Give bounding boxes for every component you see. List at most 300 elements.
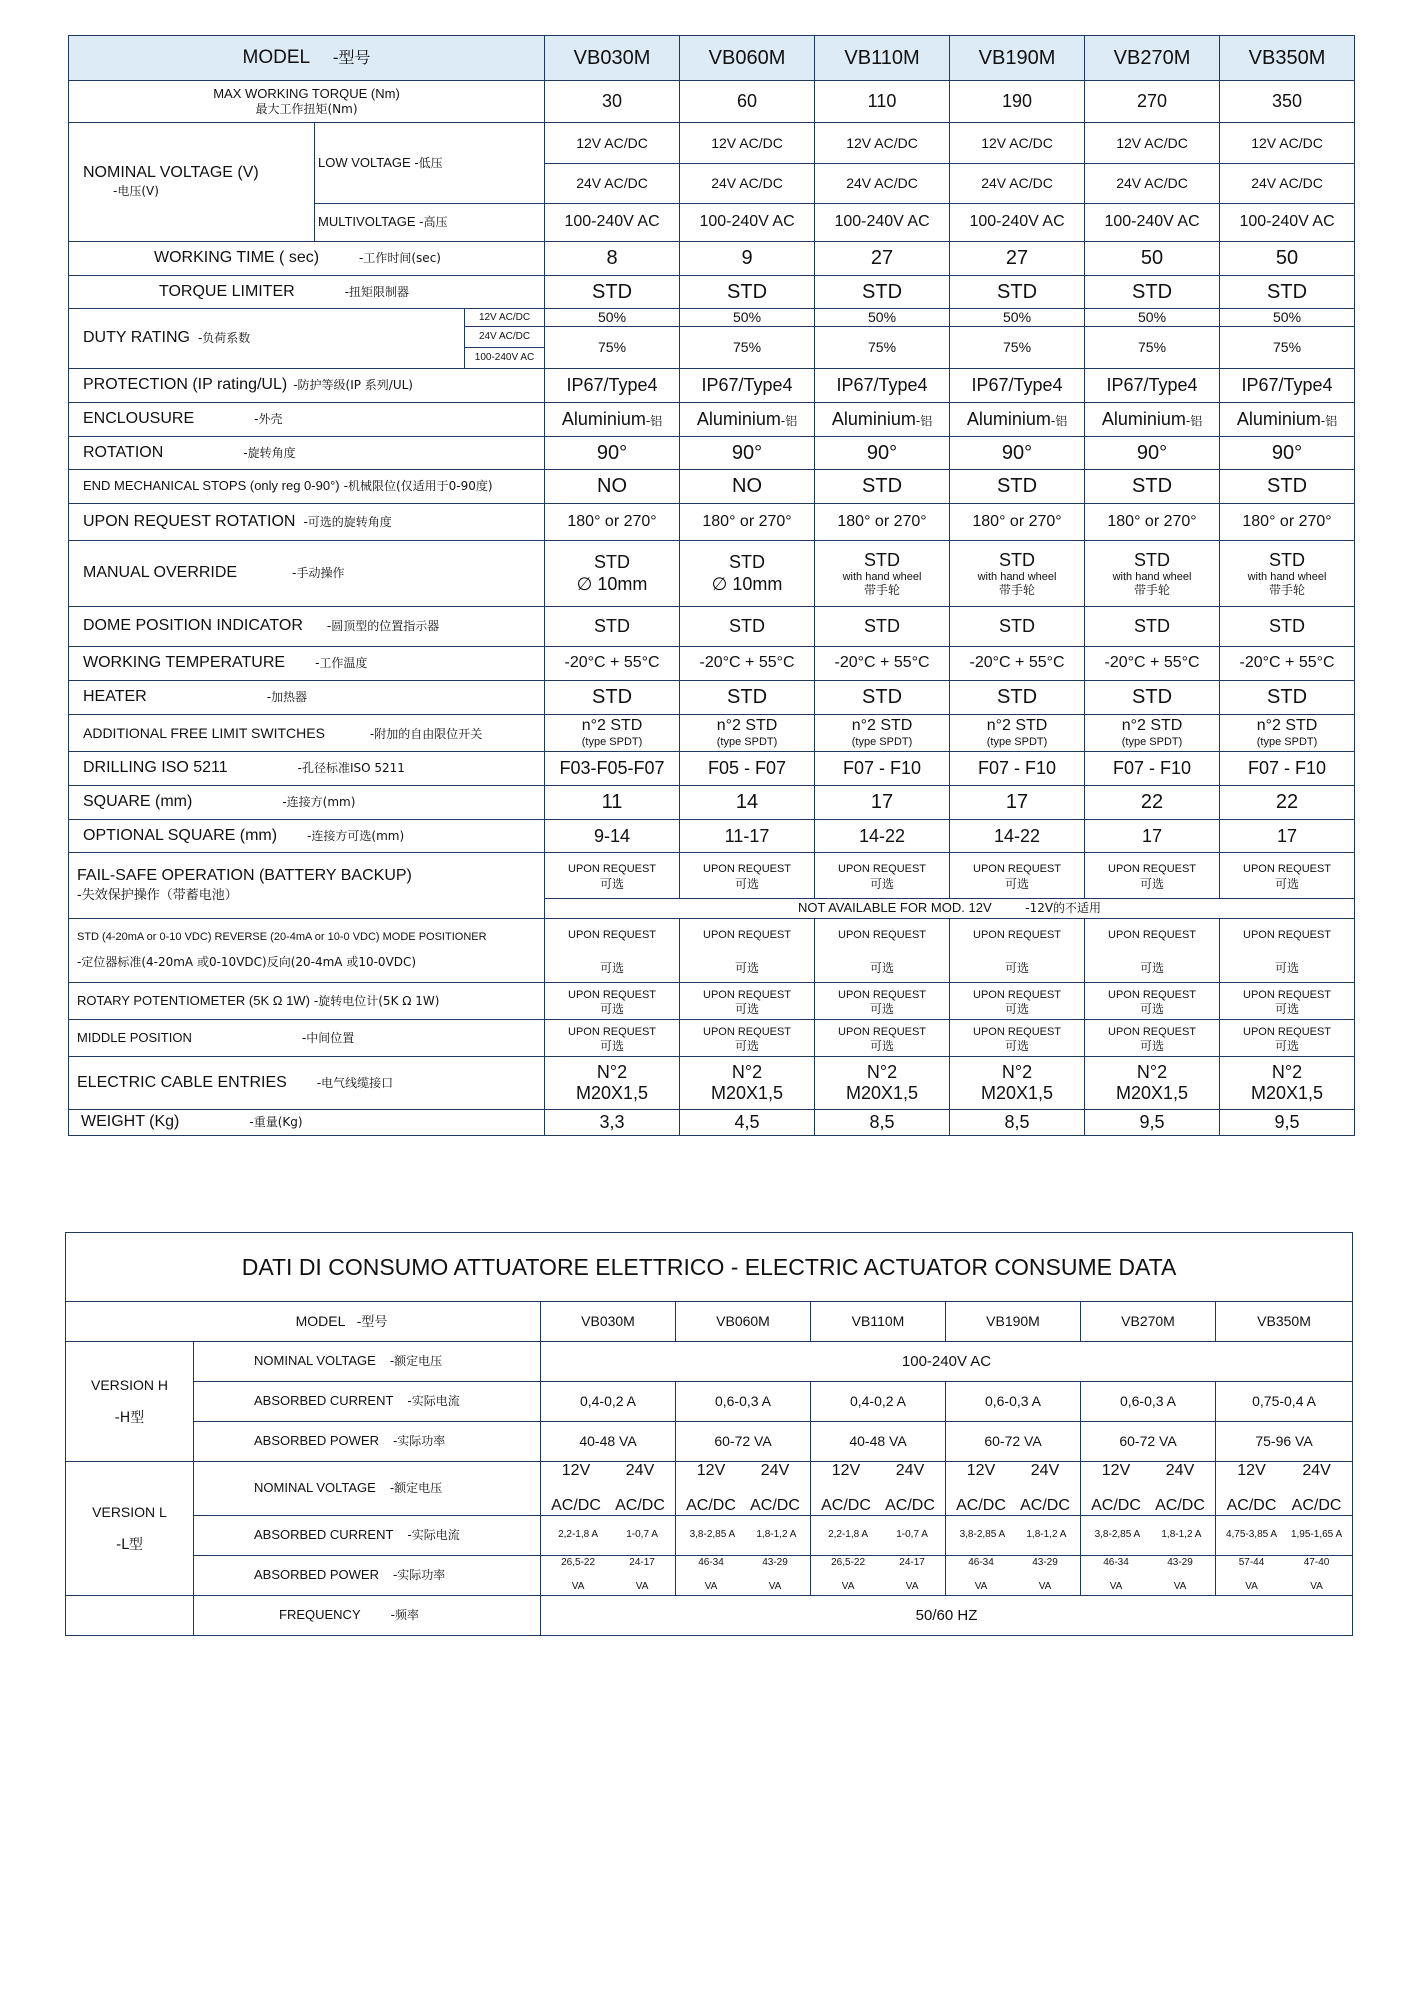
h-current-value: 0,4-0,2 A [541, 1382, 676, 1422]
limit-switches-std: n°2 STD [716, 717, 778, 735]
enclosure-value [815, 403, 950, 437]
middle-value [680, 1020, 815, 1057]
frequency-label [194, 1595, 541, 1635]
va-unit: VA [704, 1581, 718, 1593]
enclosure-value [950, 403, 1085, 437]
enclosure-value [1220, 403, 1355, 437]
h-current-value: 0,6-0,3 A [676, 1382, 811, 1422]
model-header: VB350M [1220, 36, 1355, 81]
duty-value-50: 50% [1220, 309, 1355, 327]
enclosure-value [545, 403, 680, 437]
upon-request: UPON REQUEST [973, 1025, 1062, 1038]
failsafe-note-cn: -12V的不适用 [1025, 901, 1102, 916]
positioner-value [680, 919, 815, 983]
square-label [69, 786, 545, 820]
duty-value-50: 50% [545, 309, 680, 327]
failsafe-row-1 [69, 853, 1355, 899]
l-voltage-value [1081, 1462, 1216, 1516]
failsafe-note [545, 899, 1355, 919]
upon-request: UPON REQUEST [1108, 1025, 1197, 1038]
voltage-row-1 [69, 123, 1355, 164]
l-voltage-acdc: AC/DC [1291, 1497, 1342, 1515]
heater-value: STD [680, 681, 815, 715]
upon-request: UPON REQUEST [973, 863, 1062, 876]
rotation-row [69, 437, 1355, 470]
duty-cn: -负荷系数 [197, 331, 251, 346]
upon-request: UPON REQUEST [703, 1025, 792, 1038]
torque-row [69, 81, 1355, 123]
potentiometer-value [545, 983, 680, 1020]
power-en: ABSORBED POWER [254, 1566, 379, 1582]
low-voltage-12: 12V AC/DC [545, 123, 680, 164]
upon-request-cn: 可选 [600, 876, 625, 891]
version-l-label [66, 1462, 194, 1596]
working-time-en: WORKING TIME ( sec) [154, 249, 320, 267]
square-cn: -连接方(mm) [282, 795, 356, 810]
h-current-value: 0,75-0,4 A [1216, 1382, 1353, 1422]
upon-request-cn: 可选 [870, 960, 895, 975]
dome-value: STD [1085, 607, 1220, 647]
voltage-label-en: NOMINAL VOLTAGE (V) [83, 163, 259, 181]
positioner-value [950, 919, 1085, 983]
upon-request: UPON REQUEST [703, 988, 792, 1001]
header-row [69, 36, 1355, 81]
l-current-12v: 3,8-2,85 A [1094, 1529, 1141, 1541]
enclosure-value-cn: -铝 [780, 413, 798, 428]
upon-request: UPON REQUEST [973, 988, 1062, 1001]
torque-limiter-value: STD [545, 276, 680, 309]
protection-value: IP67/Type4 [680, 369, 815, 403]
manual-std: STD [1269, 549, 1306, 570]
l-voltage-acdc: AC/DC [885, 1497, 935, 1515]
upon-request-cn: 可选 [735, 960, 760, 975]
enclosure-value-en: Aluminium [696, 408, 781, 429]
l-power-label [194, 1555, 541, 1595]
enclosure-value [680, 403, 815, 437]
stops-value: STD [1220, 470, 1355, 504]
multivoltage-label [315, 204, 545, 242]
positioner-en: STD (4-20mA or 0-10 VDC) REVERSE (20-4mA or 10-0 VDC) MODE POSITIONER [77, 930, 487, 943]
limit-switches-value [950, 715, 1085, 752]
limit-switches-value [815, 715, 950, 752]
power-cn: -实际功率 [392, 1567, 446, 1582]
heater-row [69, 681, 1355, 715]
duty-value-75: 75% [1085, 327, 1220, 369]
low-voltage-12: 12V AC/DC [1220, 123, 1355, 164]
cable-value [680, 1057, 815, 1110]
weight-value: 9,5 [1085, 1110, 1220, 1136]
drilling-value: F07 - F10 [815, 752, 950, 786]
manual-size: 10mm [732, 573, 783, 594]
low-voltage-cn: -低压 [414, 155, 443, 170]
upon-request-cn: 可选 [870, 876, 895, 891]
cable-thread: M20X1,5 [1251, 1083, 1324, 1103]
middle-row [69, 1020, 1355, 1057]
rotation-value: 90° [1085, 437, 1220, 470]
square-value: 22 [1085, 786, 1220, 820]
manual-std: STD [1134, 549, 1171, 570]
model-label-cell [69, 36, 545, 81]
stops-cn: -机械限位(仅适用于0-90度) [343, 479, 493, 494]
l-voltage-12v: 12V [696, 1462, 726, 1479]
protection-value: IP67/Type4 [1085, 369, 1220, 403]
potentiometer-label [69, 983, 545, 1020]
upon-request: UPON REQUEST [838, 929, 927, 942]
middle-label [69, 1020, 545, 1057]
l-voltage-acdc: AC/DC [750, 1497, 800, 1515]
potentiometer-row [69, 983, 1355, 1020]
manual-wheel-cn: 带手轮 [1134, 582, 1171, 597]
va-unit: VA [1310, 1581, 1323, 1593]
cable-thread: M20X1,5 [981, 1083, 1054, 1103]
consume-table [65, 1232, 1353, 1636]
consume-title-row [66, 1233, 1353, 1302]
low-voltage-12: 12V AC/DC [680, 123, 815, 164]
l-power-12v: 46-34 [1103, 1557, 1129, 1569]
optional-square-en: OPTIONAL SQUARE (mm) [83, 826, 278, 844]
working-time-label [69, 242, 545, 276]
working-time-cn: -工作时间(sec) [359, 251, 441, 266]
l-power-row [66, 1555, 1353, 1595]
potentiometer-value [680, 983, 815, 1020]
limit-switches-std: n°2 STD [851, 717, 913, 735]
model-header: VB110M [815, 36, 950, 81]
failsafe-value [950, 853, 1085, 899]
limit-switches-row [69, 715, 1355, 752]
upon-rotation-value: 180° or 270° [545, 504, 680, 541]
torque-limiter-value: STD [815, 276, 950, 309]
manual-value [815, 541, 950, 607]
optional-square-value: 14-22 [815, 820, 950, 853]
enclosure-cn: -外壳 [254, 412, 283, 427]
limit-switches-std: n°2 STD [986, 717, 1048, 735]
torque-label-en: MAX WORKING TORQUE (Nm) [213, 85, 400, 101]
duty-value-75: 75% [1220, 327, 1355, 369]
duty-value-75: 75% [545, 327, 680, 369]
l-current-value [1081, 1515, 1216, 1555]
model-label: MODEL [242, 47, 310, 69]
upon-request-cn: 可选 [1275, 1039, 1300, 1054]
enclosure-value-cn: -铝 [1320, 413, 1338, 428]
h-voltage-label [194, 1342, 541, 1382]
upon-request-cn: 可选 [1005, 960, 1030, 975]
h-power-row [66, 1422, 1353, 1462]
l-current-value [541, 1515, 676, 1555]
va-unit: VA [768, 1581, 782, 1593]
low-voltage-24: 24V AC/DC [1085, 164, 1220, 204]
middle-value [1220, 1020, 1355, 1057]
torque-limiter-row [69, 276, 1355, 309]
optional-square-value: 17 [1085, 820, 1220, 853]
l-voltage-value [811, 1462, 946, 1516]
failsafe-cn: -失效保护操作（带蓄电池） [77, 887, 238, 903]
dome-value: STD [950, 607, 1085, 647]
torque-limiter-value: STD [950, 276, 1085, 309]
temperature-en: WORKING TEMPERATURE [83, 654, 286, 672]
drilling-cn: -孔径标准ISO 5211 [297, 761, 405, 776]
l-power-24v: 43-29 [1032, 1557, 1058, 1569]
limit-switches-type: (type SPDT) [851, 735, 913, 748]
cable-en: ELECTRIC CABLE ENTRIES [77, 1073, 287, 1091]
consume-model-header: VB110M [811, 1302, 946, 1342]
limit-switches-type: (type SPDT) [1256, 735, 1318, 748]
l-voltage-24v: 24V [1302, 1462, 1331, 1479]
positioner-value [815, 919, 950, 983]
manual-size: 10mm [597, 573, 648, 594]
limit-switches-label [69, 715, 545, 752]
upon-request-cn: 可选 [870, 1039, 895, 1054]
l-current-24v: 1,95-1,65 A [1290, 1529, 1343, 1541]
weight-en: WEIGHT (Kg) [81, 1113, 180, 1131]
rotation-value: 90° [545, 437, 680, 470]
consume-model-header: VB270M [1081, 1302, 1216, 1342]
duty-sub-24v: 24V AC/DC [465, 327, 545, 348]
failsafe-value [1220, 853, 1355, 899]
upon-request-cn: 可选 [1140, 876, 1165, 891]
duty-value-75: 75% [950, 327, 1085, 369]
positioner-value [1220, 919, 1355, 983]
upon-request: UPON REQUEST [1243, 1025, 1332, 1038]
torque-label [69, 81, 545, 123]
limit-switches-cn: -附加的自由限位开关 [369, 726, 483, 741]
protection-value: IP67/Type4 [1220, 369, 1355, 403]
upon-request: UPON REQUEST [838, 988, 927, 1001]
l-power-24v: 43-29 [762, 1557, 788, 1569]
temperature-label [69, 647, 545, 681]
duty-value-50: 50% [680, 309, 815, 327]
power-cn: -实际功率 [392, 1434, 446, 1449]
low-voltage-24: 24V AC/DC [680, 164, 815, 204]
positioner-value [545, 919, 680, 983]
low-voltage-label [315, 123, 545, 204]
rotation-value: 90° [950, 437, 1085, 470]
multivoltage-value: 100-240V AC [950, 204, 1085, 242]
upon-rotation-value: 180° or 270° [1085, 504, 1220, 541]
l-current-12v: 3,8-2,85 A [959, 1529, 1006, 1541]
potentiometer-cn: -旋转电位计(5K Ω 1W) [313, 993, 440, 1008]
spec-table [68, 35, 1355, 1136]
potentiometer-value [1220, 983, 1355, 1020]
l-current-12v: 3,8-2,85 A [689, 1529, 736, 1541]
cable-value [950, 1057, 1085, 1110]
upon-request: UPON REQUEST [568, 1025, 657, 1038]
stops-row [69, 470, 1355, 504]
stops-value: STD [950, 470, 1085, 504]
l-voltage-24v: 24V [625, 1462, 655, 1479]
l-current-12v: 4,75-3,85 A [1225, 1529, 1278, 1541]
l-voltage-12v: 12V [1237, 1462, 1266, 1479]
temperature-value: -20°C + 55°C [545, 647, 680, 681]
positioner-row [69, 919, 1355, 983]
manual-wheel: with hand wheel [842, 570, 922, 583]
protection-value: IP67/Type4 [815, 369, 950, 403]
manual-label [69, 541, 545, 607]
l-voltage-12v: 12V [561, 1462, 591, 1479]
stops-value: STD [815, 470, 950, 504]
rotation-label [69, 437, 545, 470]
failsafe-en: FAIL-SAFE OPERATION (BATTERY BACKUP) [77, 867, 412, 885]
l-voltage-value [541, 1462, 676, 1516]
l-voltage-12v: 12V [831, 1462, 861, 1479]
optional-square-value: 9-14 [545, 820, 680, 853]
duty-value-50: 50% [815, 309, 950, 327]
manual-std: STD [729, 552, 766, 573]
frequency-value: 50/60 HZ [541, 1595, 1353, 1635]
consume-model-label [66, 1302, 541, 1342]
l-voltage-24v: 24V [1030, 1462, 1060, 1479]
manual-en: MANUAL OVERRIDE [83, 564, 238, 582]
drilling-value: F07 - F10 [1085, 752, 1220, 786]
power-en: ABSORBED POWER [254, 1433, 379, 1449]
enclosure-value-en: Aluminium [561, 408, 646, 429]
temperature-value: -20°C + 55°C [815, 647, 950, 681]
protection-row [69, 369, 1355, 403]
working-time-value: 50 [1220, 242, 1355, 276]
rotation-value: 90° [680, 437, 815, 470]
upon-request-cn: 可选 [1005, 876, 1030, 891]
torque-limiter-label [69, 276, 545, 309]
weight-row [69, 1110, 1355, 1136]
protection-label [69, 369, 545, 403]
l-voltage-acdc: AC/DC [1091, 1497, 1141, 1515]
l-voltage-acdc: AC/DC [956, 1497, 1006, 1515]
l-current-12v: 2,2-1,8 A [828, 1529, 869, 1541]
failsafe-note-en: NOT AVAILABLE FOR MOD. 12V [798, 900, 992, 916]
heater-value: STD [1085, 681, 1220, 715]
l-power-value [1081, 1555, 1216, 1595]
square-value: 17 [950, 786, 1085, 820]
consume-model-header: VB030M [541, 1302, 676, 1342]
upon-request: UPON REQUEST [568, 929, 657, 942]
l-voltage-acdc: AC/DC [551, 1497, 601, 1515]
upon-request: UPON REQUEST [568, 863, 657, 876]
upon-request: UPON REQUEST [973, 929, 1062, 942]
l-power-24v: 24-17 [629, 1557, 655, 1569]
optional-square-value: 11-17 [680, 820, 815, 853]
l-power-12v: 46-34 [968, 1557, 994, 1569]
upon-request-cn: 可选 [1275, 1002, 1300, 1017]
rotation-en: ROTATION [83, 443, 164, 461]
heater-value: STD [1220, 681, 1355, 715]
upon-request-cn: 可选 [1005, 1039, 1030, 1054]
frequency-cn: -频率 [390, 1607, 419, 1622]
upon-request-cn: 可选 [735, 1002, 760, 1017]
l-power-12v: 46-34 [698, 1557, 724, 1569]
rotation-cn: -旋转角度 [243, 445, 296, 460]
consume-title: DATI DI CONSUMO ATTUATORE ELETTRICO - ELECTRIC ACTUATOR CONSUME DATA [66, 1233, 1353, 1302]
square-value: 22 [1220, 786, 1355, 820]
limit-switches-type: (type SPDT) [716, 735, 778, 748]
l-voltage-acdc: AC/DC [821, 1497, 871, 1515]
h-current-value: 0,6-0,3 A [1081, 1382, 1216, 1422]
failsafe-value [1085, 853, 1220, 899]
upon-request: UPON REQUEST [1108, 863, 1197, 876]
l-power-12v: 26,5-22 [831, 1557, 866, 1569]
weight-label [69, 1110, 545, 1136]
potentiometer-value [815, 983, 950, 1020]
cable-count: N°2 [1001, 1062, 1033, 1083]
dome-en: DOME POSITION INDICATOR [83, 617, 303, 635]
low-voltage-12: 12V AC/DC [815, 123, 950, 164]
working-time-value: 50 [1085, 242, 1220, 276]
l-current-row [66, 1515, 1353, 1555]
upon-request: UPON REQUEST [703, 929, 792, 942]
torque-limiter-en: TORQUE LIMITER [159, 282, 295, 300]
torque-value: 110 [815, 81, 950, 123]
nominal-cn: -额定电压 [389, 1354, 443, 1369]
cable-count: N°2 [1136, 1062, 1168, 1083]
h-power-value: 40-48 VA [811, 1422, 946, 1462]
manual-wheel: with hand wheel [1247, 570, 1327, 583]
low-voltage-12: 12V AC/DC [950, 123, 1085, 164]
l-power-value [946, 1555, 1081, 1595]
failsafe-value [680, 853, 815, 899]
torque-limiter-value: STD [1085, 276, 1220, 309]
l-voltage-acdc: AC/DC [615, 1497, 665, 1515]
multivoltage-cn: -高压 [419, 215, 448, 230]
h-voltage-value: 100-240V AC [541, 1342, 1353, 1382]
torque-value: 350 [1220, 81, 1355, 123]
cable-value [1220, 1057, 1355, 1110]
va-unit: VA [1245, 1581, 1258, 1593]
enclosure-value-en: Aluminium [1101, 408, 1186, 429]
consume-model-header: VB190M [946, 1302, 1081, 1342]
manual-wheel-cn: 带手轮 [1269, 582, 1306, 597]
drilling-row [69, 752, 1355, 786]
version-l-en: VERSION L [92, 1503, 167, 1520]
torque-label-cn: 最大工作扭矩(Nm) [255, 101, 358, 116]
l-current-24v: 1-0,7 A [626, 1529, 658, 1541]
cable-count: N°2 [1271, 1062, 1303, 1083]
torque-limiter-cn: -扭矩限制器 [344, 284, 410, 299]
version-h-cn: -H型 [114, 1410, 145, 1427]
l-power-24v: 24-17 [899, 1557, 925, 1569]
working-time-row [69, 242, 1355, 276]
h-current-label [194, 1382, 541, 1422]
stops-value: NO [680, 470, 815, 504]
model-header: VB270M [1085, 36, 1220, 81]
manual-value [950, 541, 1085, 607]
protection-cn: -防护等级(IP 系列/UL) [293, 378, 413, 393]
dome-label [69, 607, 545, 647]
dome-value: STD [680, 607, 815, 647]
multivoltage-value: 100-240V AC [680, 204, 815, 242]
h-current-row [66, 1382, 1353, 1422]
h-power-value: 60-72 VA [1081, 1422, 1216, 1462]
drilling-value: F07 - F10 [950, 752, 1085, 786]
l-current-24v: 1-0,7 A [896, 1529, 928, 1541]
version-h-en: VERSION H [90, 1376, 168, 1393]
h-power-value: 75-96 VA [1216, 1422, 1353, 1462]
potentiometer-value [1085, 983, 1220, 1020]
model-header: VB190M [950, 36, 1085, 81]
drilling-value: F07 - F10 [1220, 752, 1355, 786]
heater-value: STD [815, 681, 950, 715]
l-voltage-label [194, 1462, 541, 1516]
optional-square-value: 14-22 [950, 820, 1085, 853]
square-en: SQUARE (mm) [83, 793, 193, 811]
nominal-en: NOMINAL VOLTAGE [254, 1479, 376, 1495]
heater-en: HEATER [83, 688, 147, 706]
protection-en: PROTECTION (IP rating/UL) [83, 376, 288, 394]
low-voltage-12: 12V AC/DC [1085, 123, 1220, 164]
va-unit: VA [974, 1581, 988, 1593]
current-en: ABSORBED CURRENT [254, 1393, 394, 1409]
weight-value: 4,5 [680, 1110, 815, 1136]
optional-square-label [69, 820, 545, 853]
weight-value: 8,5 [950, 1110, 1085, 1136]
h-power-value: 40-48 VA [541, 1422, 676, 1462]
